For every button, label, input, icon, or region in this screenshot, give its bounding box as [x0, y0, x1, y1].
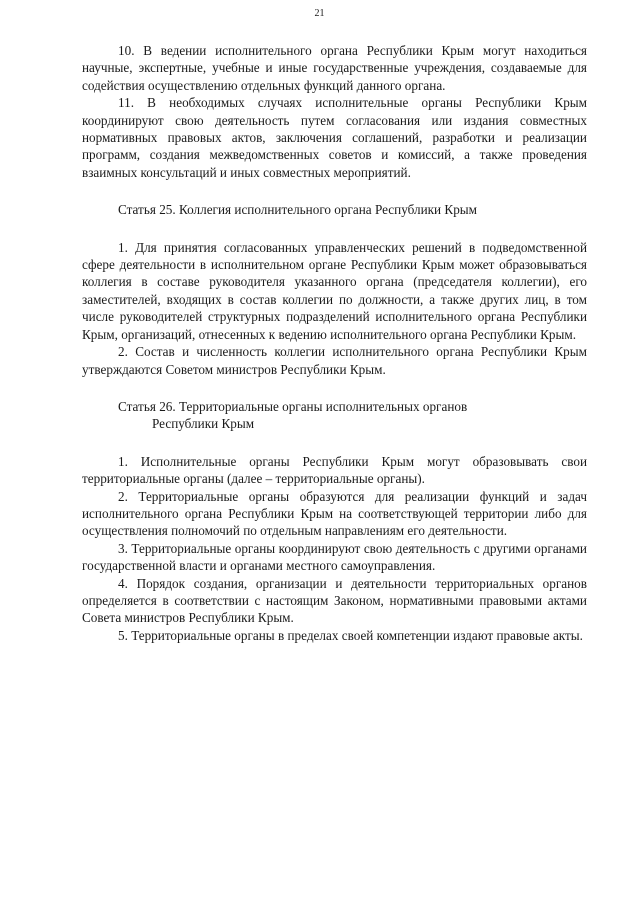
- paragraph: 4. Порядок создания, организации и деятельности территориальных органов определяется в соответствии с настоящим Законом, нормативными правовыми актами Совета министров Республики Крым.: [82, 575, 587, 626]
- paragraph: 1. Исполнительные органы Республики Крым могут образовывать свои территориальные органы (далее – территориальные органы).: [82, 453, 587, 487]
- article-26-title: [82, 398, 587, 433]
- paragraph: 2. Состав и численность коллегии исполнительного органа Республики Крым утверждаются Советом министров Республики Крым.: [82, 344, 587, 377]
- paragraph: 10. В ведении исполнительного органа Республики Крым могут находиться научные, экспертные, учебные и иные государственные учреждения, создаваемые для содействия осуществлению отдельных функций данного органа.: [82, 43, 587, 93]
- paragraph: 5. Территориальные органы в пределах своей компетенции издают правовые акты.: [118, 627, 583, 643]
- paragraph: 3. Территориальные органы координируют свою деятельность с другими органами государственной власти и органами местного самоуправления.: [82, 540, 587, 574]
- document-body: [82, 42, 587, 644]
- article-25-title: Статья 25. Коллегия исполнительного органа Республики Крым: [118, 202, 478, 218]
- article-26-title-line1: Статья 26. Территориальные органы исполнительных органов: [118, 398, 468, 414]
- page-number: 21: [314, 8, 325, 19]
- paragraph: 1. Для принятия согласованных управленческих решений в подведомственной сфере деятельности в исполнительном органе Республики Крым может образовываться коллегия в составе руководителя указанного органа (председателя коллегии), его заместителей, входящих в состав коллегии по должности, а также других лиц, в том числе руководителей структурных подразделений исполнительного органа Республики Крым, организаций, отнесенных к ведению исполнительного органа Республики Крым.: [82, 239, 587, 342]
- paragraph: 2. Территориальные органы образуются для реализации функций и задач исполнительного органа Республики Крым на соответствующей территории либо для осуществления полномочий по отдельным направлениям его деятельности.: [82, 488, 587, 539]
- article-26-title-line2: Республики Крым: [152, 416, 255, 432]
- paragraph: 11. В необходимых случаях исполнительные органы Республики Крым координируют свою деятельность путем согласования или издания совместных нормативных правовых актов, заключения соглашений, разработки и реализации программ, создания межведомственных советов и комиссий, а также проведения взаимных консультаций и иных совместных мероприятий.: [82, 95, 587, 180]
